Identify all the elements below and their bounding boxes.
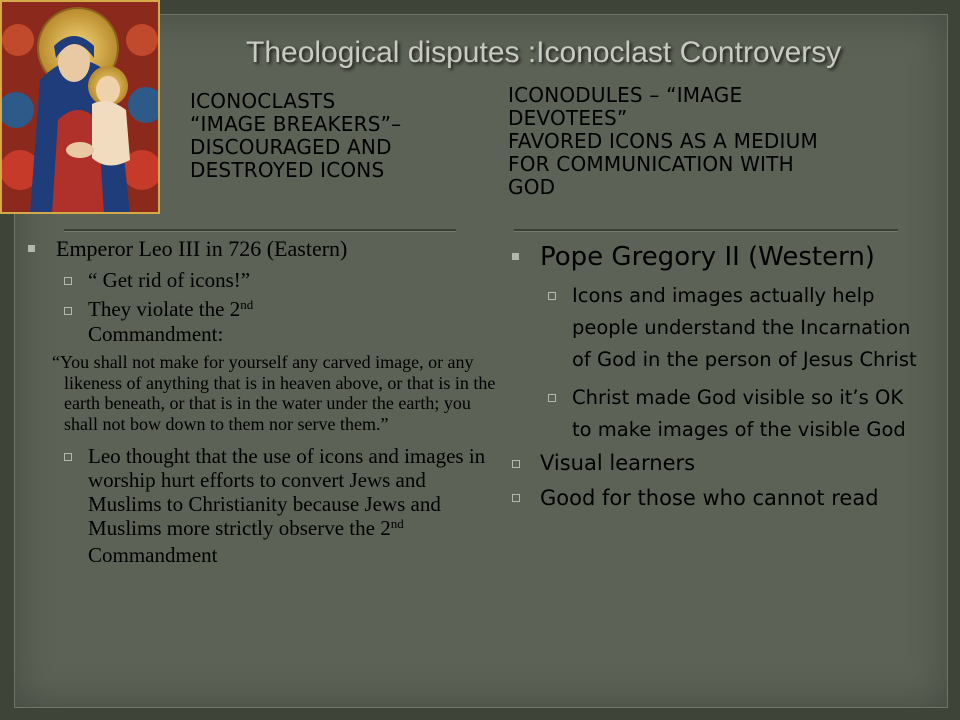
iconoclast-column — [24, 236, 499, 567]
emperor-leo-text: Emperor Leo III in 726 (Eastern) — [56, 236, 348, 261]
list-item — [508, 280, 928, 376]
iconoclasts-heading-line: ICONOCLASTS — [190, 89, 336, 113]
iconodules-heading-line: GOD — [508, 175, 556, 199]
hollow-bullet-icon — [64, 277, 72, 285]
iconoclasts-heading-line: DISCOURAGED AND — [190, 135, 392, 159]
slide-title: Theological disputes :Iconoclast Controversy — [246, 36, 842, 69]
leo-commandment-text: Commandment — [88, 543, 218, 567]
madonna-icon — [0, 0, 160, 214]
ordinal-suffix: nd — [240, 296, 254, 312]
christ-visible-text: Christ made God visible so it’s OK to make images of the visible God — [572, 386, 906, 441]
iconodules-heading-line: DEVOTEES” — [508, 106, 628, 130]
iconodule-column — [508, 240, 928, 516]
list-item — [24, 268, 499, 292]
left-divider — [64, 229, 456, 231]
iconoclasts-heading-line: DESTROYED ICONS — [190, 158, 385, 182]
icons-help-text: Icons and images actually help people understand the Incarnation of God in the person of Jesus Christ — [572, 284, 917, 371]
list-item — [508, 446, 928, 480]
iconodules-heading — [508, 84, 928, 199]
list-item — [24, 444, 500, 567]
hollow-bullet-icon — [64, 307, 72, 315]
iconoclasts-heading-line: “IMAGE BREAKERS”– — [190, 112, 402, 136]
hollow-bullet-icon — [548, 292, 556, 300]
commandment-quote — [24, 352, 500, 434]
madonna-icon-image — [0, 0, 160, 214]
hollow-bullet-icon — [512, 494, 520, 502]
list-item — [24, 298, 499, 346]
iconodules-heading-line: FOR COMMUNICATION WITH — [508, 152, 794, 176]
hollow-bullet-icon — [512, 460, 520, 468]
list-item — [508, 240, 928, 274]
square-bullet-icon — [512, 253, 519, 260]
iconodules-heading-line: FAVORED ICONS AS A MEDIUM — [508, 129, 818, 153]
leo-thought-text: Leo thought that the use of icons and images in worship hurt efforts to convert Jews and Muslims to Christianity because Jews and Muslims more strictly observe the 2 — [88, 444, 486, 540]
list-item — [508, 480, 930, 516]
get-rid-text: “ Get rid of icons!” — [88, 268, 251, 292]
hollow-bullet-icon — [64, 453, 72, 461]
hollow-bullet-icon — [548, 394, 556, 402]
iconoclasts-heading — [190, 90, 480, 182]
right-divider — [514, 229, 898, 231]
square-bullet-icon — [28, 245, 35, 252]
iconodules-heading-line: ICONODULES – “IMAGE — [508, 83, 743, 107]
visual-learners-text: Visual learners — [540, 451, 696, 475]
good-for-text: Good for those who cannot read — [540, 486, 879, 510]
list-item — [508, 382, 924, 446]
ordinal-suffix: nd — [390, 515, 404, 531]
commandment-text: Commandment: — [88, 322, 224, 346]
list-item — [24, 236, 499, 262]
quote-text: “You shall not make for yourself any carved image, or any likeness of anything that is in heaven above, or that is in the earth beneath, or that is in the water under the earth; you shall not bow down to them nor serve them.” — [52, 352, 496, 434]
pope-gregory-text: Pope Gregory II (Western) — [540, 242, 875, 272]
violate-text: They violate the 2 — [88, 297, 241, 321]
